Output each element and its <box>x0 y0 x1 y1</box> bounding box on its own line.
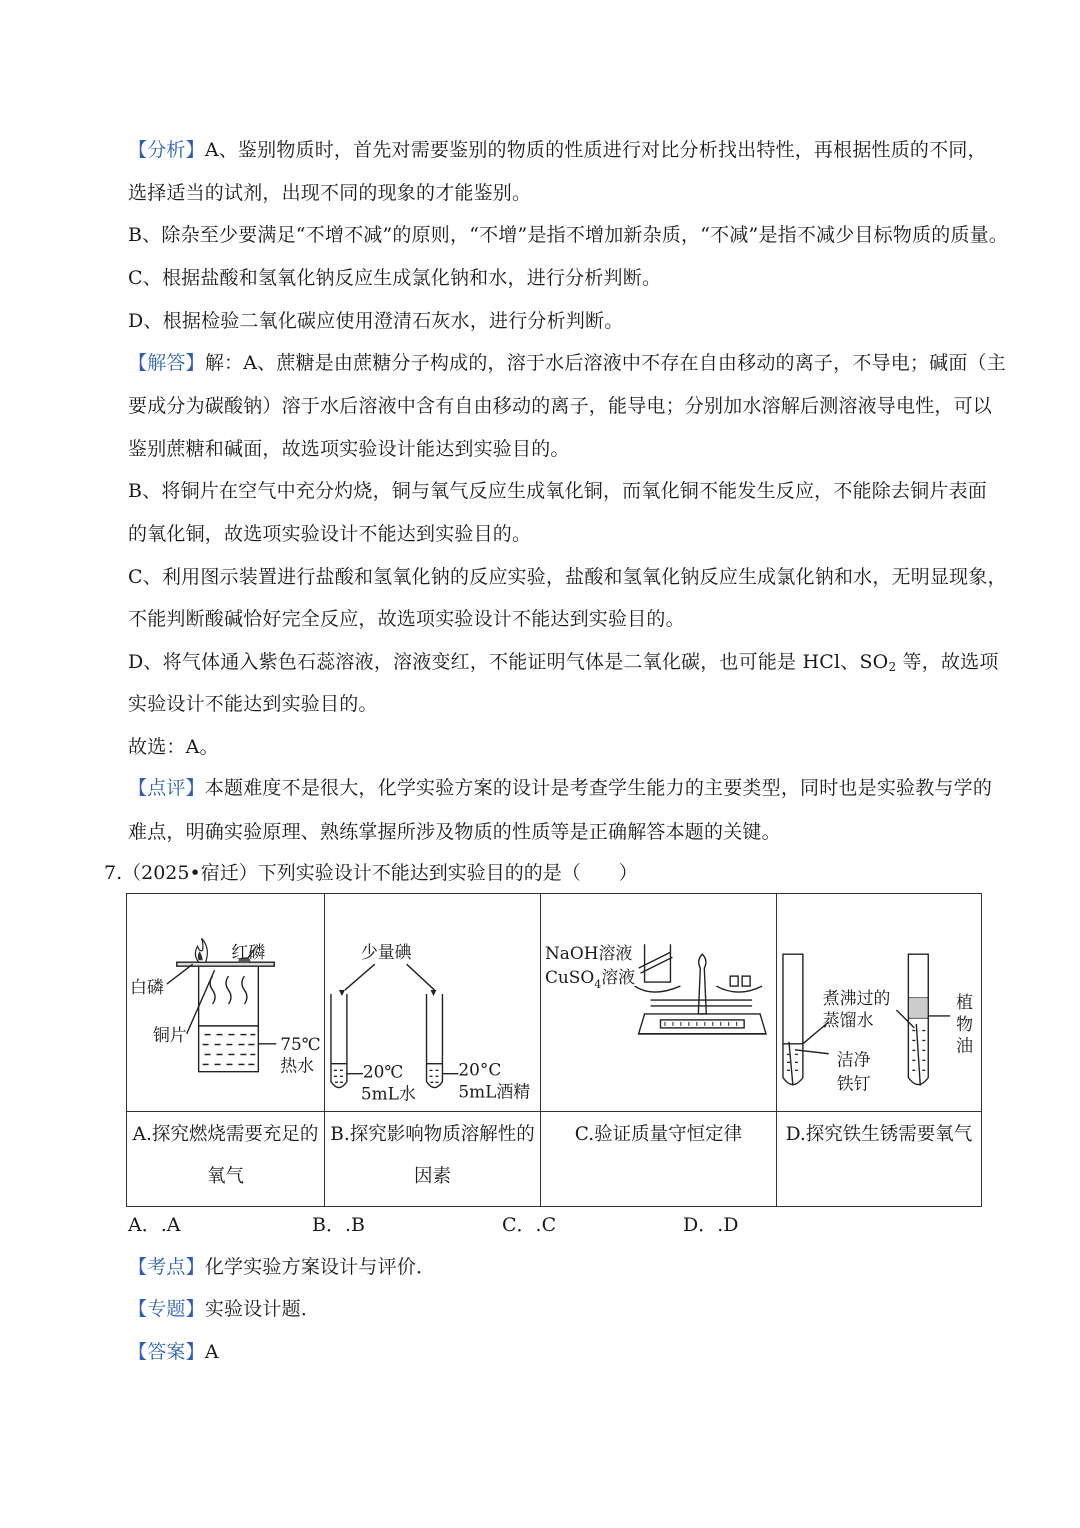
label-cuso4: CuSO$_4$溶液 <box>544 967 636 992</box>
test-tube-left <box>783 954 803 1084</box>
label-temp-1: 20℃ <box>362 1061 404 1082</box>
caption-c <box>541 1112 777 1207</box>
caption-d-line-1: D.探究铁生锈需要氧气 <box>785 1124 973 1145</box>
label-oil-1: 植 <box>956 991 974 1012</box>
answer-line-d2: 实验设计不能达到实验目的。 <box>128 693 378 715</box>
option-a[interactable]: A．.A <box>128 1214 181 1236</box>
answer-text-a1: 解：A、蔗糖是由蔗糖分子构成的，溶于水后溶液中不存在自由移动的离子，不导电；碱面（主 <box>204 352 1006 374</box>
answer-line-b2: 的氧化铜，故选项实验设计不能达到实验目的。 <box>128 523 532 545</box>
test-tube-1 <box>331 994 347 1088</box>
kaodian-text: 化学实验方案设计与评价． <box>204 1256 436 1278</box>
analysis-tag: 【分析】 <box>128 139 205 161</box>
analysis-line-d: D、根据检验二氧化碳应使用澄清石灰水，进行分析判断。 <box>128 310 624 332</box>
option-b[interactable]: B．.B <box>312 1214 365 1236</box>
daan-tag: 【答案】 <box>128 1341 205 1363</box>
label-temp-2: 20°C <box>458 1059 502 1080</box>
label-naoh: NaOH溶液 <box>544 943 633 964</box>
analysis-text-a: A、鉴别物质时，首先对需要鉴别的物质的性质进行对比分析找出特性，再根据性质的不同， <box>204 139 987 161</box>
comment-tag: 【点评】 <box>128 777 205 799</box>
oil-layer <box>909 998 927 1018</box>
label-alcohol-volume: 5mL酒精 <box>458 1081 531 1102</box>
left-pan <box>635 986 681 992</box>
option-c[interactable]: C．.C <box>502 1214 557 1236</box>
comment-line-2: 难点，明确实验原理、熟练掌握所涉及物质的性质等是正确解答本题的关键。 <box>128 821 781 843</box>
balance-pointer <box>698 954 706 1014</box>
caption-c-line-1: C.验证质量守恒定律 <box>574 1124 743 1145</box>
answer-line-c2: 不能判断酸碱恰好完全反应，故选项实验设计不能达到实验目的。 <box>128 608 685 630</box>
solubility-figure <box>325 894 540 1111</box>
answer-text-d1: D、将气体通入紫色石蕊溶液，溶液变红，不能证明气体是二氧化碳，也可能是 HCl、SO <box>128 651 889 673</box>
answer-line-a2: 要成分为碳酸钠）溶于水后溶液中含有自由移动的离子，能导电；分别加水溶解后测溶液导电性，可以 <box>128 395 993 417</box>
comment-line-1 <box>128 776 993 800</box>
label-copper: 铜片 <box>152 1024 187 1045</box>
zhuanti-line <box>128 1297 988 1321</box>
caption-a-line-2: 氧气 <box>206 1166 244 1187</box>
answer-choice: 故选：A。 <box>128 736 219 758</box>
test-tube-2 <box>427 994 443 1088</box>
balance-base <box>639 1014 766 1034</box>
answer-line-a3: 鉴别蔗糖和碱面，故选项实验设计能达到实验目的。 <box>128 438 570 460</box>
answer-line-b1: B、将铜片在空气中充分灼烧，铜与氧气反应生成氧化铜，而氧化铜不能发生反应，不能除去铜片表面 <box>128 480 987 502</box>
right-pan <box>716 986 762 992</box>
daan-line <box>128 1340 988 1364</box>
combustion-apparatus-figure <box>127 894 324 1111</box>
arrow-left <box>345 964 375 990</box>
experiment-table <box>126 893 982 1207</box>
analysis-line-c: C、根据盐酸和氢氧化钠反应生成氯化钠和水，进行分析判断。 <box>128 267 662 289</box>
label-nail-2: 铁钉 <box>836 1073 871 1094</box>
analysis-line-b: B、除杂至少要满足“不增不减”的原则，“不增”是指不增加新杂质，“不减”是指不减少目标物质的质量。 <box>128 224 1009 246</box>
so2-subscript: 2 <box>888 660 897 674</box>
label-oil-2: 物 <box>956 1013 974 1034</box>
rusting-figure <box>777 894 981 1111</box>
caption-b-line-1: B.探究影响物质溶解性的 <box>330 1124 535 1145</box>
answer-line-c1: C、利用图示装置进行盐酸和氢氧化钠的反应实验，盐酸和氢氧化钠反应生成氯化钠和水，无明显现象， <box>128 566 1007 588</box>
label-iodine: 少量碘 <box>360 942 412 963</box>
caption-b <box>325 1112 541 1207</box>
answer-tag: 【解答】 <box>128 352 205 374</box>
answer-line-a1 <box>128 351 1006 375</box>
water-dashes <box>203 1034 256 1065</box>
caption-a <box>127 1112 325 1207</box>
label-boiled-1: 煮沸过的 <box>822 987 891 1008</box>
option-d[interactable]: D．.D <box>683 1214 739 1236</box>
label-white-phosphorus: 白磷 <box>129 977 164 998</box>
label-hot-water: 热水 <box>280 1055 315 1076</box>
figure-b-cell <box>325 894 541 1112</box>
label-water-volume: 5mL水 <box>360 1083 416 1104</box>
label-red-phosphorus: 红磷 <box>231 942 266 963</box>
caption-b-line-2: 因素 <box>413 1166 451 1187</box>
answer-text-d1-end: 等，故选项 <box>896 651 999 673</box>
zhuanti-text: 实验设计题． <box>204 1298 321 1320</box>
arrow-right <box>407 964 435 990</box>
daan-text: A <box>204 1341 219 1363</box>
balance-figure <box>541 894 776 1111</box>
beaker-shape <box>199 966 259 1071</box>
label-temperature: 75℃ <box>280 1033 321 1054</box>
caption-a-line-1: A.探究燃烧需要充足的 <box>132 1124 319 1145</box>
comment-text-1: 本题难度不是很大，化学实验方案的设计是考查学生能力的主要类型，同时也是实验教与学的 <box>204 777 993 799</box>
label-nail-1: 洁净 <box>836 1049 871 1070</box>
figure-a-cell <box>127 894 325 1112</box>
kaodian-tag: 【考点】 <box>128 1256 205 1278</box>
answer-line-d1 <box>128 650 999 674</box>
caption-d <box>777 1112 982 1207</box>
label-oil-3: 油 <box>956 1035 974 1056</box>
analysis-line-1 <box>128 138 988 162</box>
kaodian-line <box>128 1255 988 1279</box>
question-7-stem: 7.（2025•宿迁）下列实验设计不能达到实验目的的是（ ） <box>104 862 638 884</box>
analysis-line-2: 选择适当的试剂，出现不同的现象的才能鉴别。 <box>128 182 532 204</box>
zhuanti-tag: 【专题】 <box>128 1298 205 1320</box>
figure-c-cell <box>541 894 777 1112</box>
label-boiled-2: 蒸馏水 <box>822 1009 874 1030</box>
figure-d-cell <box>777 894 982 1112</box>
